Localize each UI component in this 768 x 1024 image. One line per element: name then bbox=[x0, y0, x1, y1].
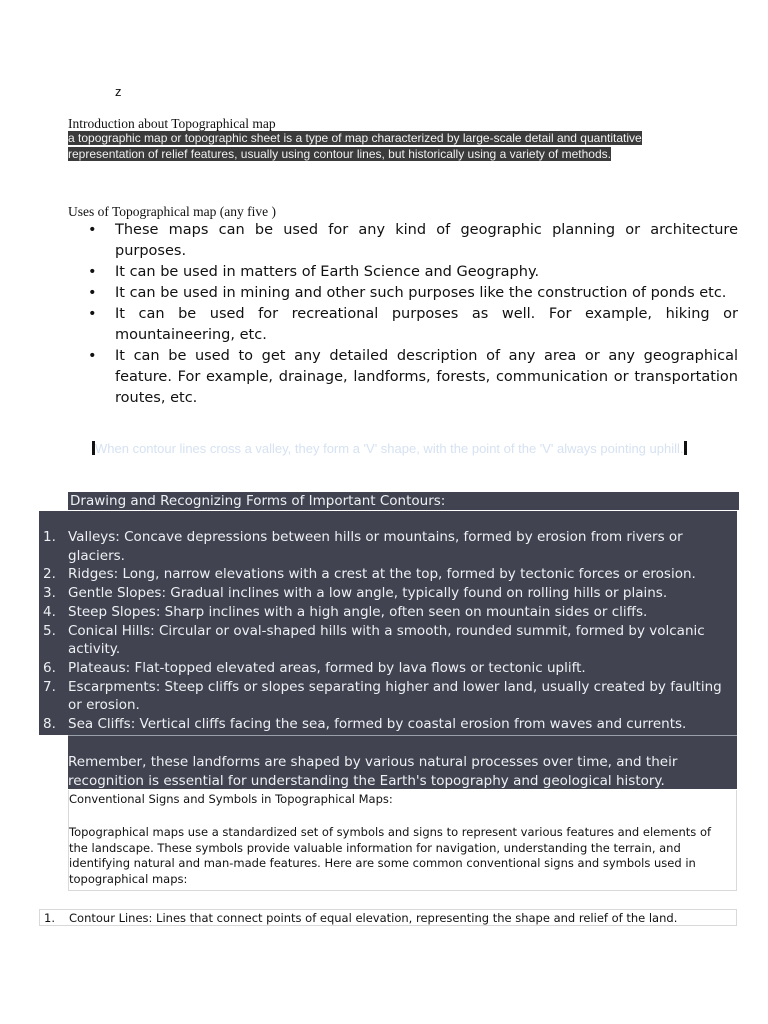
intro-line: representation of relief features, usually using contour lines, but historically using a variety of methods. bbox=[68, 147, 611, 161]
bullet-icon: • bbox=[88, 348, 97, 364]
item-number: 3. bbox=[43, 585, 56, 602]
bullet-icon: • bbox=[88, 306, 97, 322]
list-item bbox=[39, 528, 737, 565]
list-item bbox=[39, 584, 737, 603]
list-item bbox=[68, 220, 738, 262]
conventional-title: Conventional Signs and Symbols in Topographical Maps: bbox=[69, 792, 393, 806]
item-number: 6. bbox=[43, 659, 56, 676]
uses-list bbox=[68, 220, 738, 409]
list-item-text: Escarpments: Steep cliffs or slopes separating higher and lower land, usually created by faulting or erosion. bbox=[68, 678, 722, 714]
intro-heading: Introduction about Topographical map bbox=[68, 116, 276, 131]
stray-character: z bbox=[115, 84, 122, 99]
table-row-empty bbox=[39, 510, 737, 530]
bullet-icon: • bbox=[88, 264, 97, 280]
bullet-icon: • bbox=[88, 285, 97, 301]
list-item-text: Sea Cliffs: Vertical cliffs facing the sea, formed by coastal erosion from waves and currents. bbox=[68, 716, 687, 733]
item-number: 7. bbox=[43, 678, 56, 695]
list-item bbox=[39, 603, 737, 622]
uses-heading: Uses of Topographical map (any five ) bbox=[68, 204, 276, 219]
list-item-text: These maps can be used for any kind of geographic planning or architecture purposes. bbox=[115, 222, 738, 259]
intro-paragraph bbox=[68, 130, 718, 162]
list-item bbox=[39, 715, 737, 734]
contour-note[interactable] bbox=[92, 441, 732, 457]
list-item bbox=[39, 678, 737, 715]
forms-list-block bbox=[39, 528, 737, 735]
item-number: 1. bbox=[44, 911, 55, 925]
item-number: 4. bbox=[43, 603, 56, 620]
intro-line: a topographic map or topographic sheet is a type of map characterized by large-scale detail and quantitative bbox=[68, 131, 642, 145]
table-row bbox=[39, 909, 737, 926]
contour-note-text: When contour lines cross a valley, they form a 'V' shape, with the point of the 'V' always pointing uphill. bbox=[95, 441, 684, 456]
item-number: 8. bbox=[43, 716, 56, 733]
bullet-icon: • bbox=[88, 222, 97, 238]
text-cursor bbox=[684, 441, 687, 455]
list-item-text: Ridges: Long, narrow elevations with a crest at the top, formed by tectonic forces or erosion. bbox=[68, 566, 696, 583]
item-number: 1. bbox=[43, 529, 56, 545]
list-item-text: Gentle Slopes: Gradual inclines with a low angle, typically found on rolling hills or plains. bbox=[68, 585, 668, 602]
list-item-text: Steep Slopes: Sharp inclines with a high angle, often seen on mountain sides or cliffs. bbox=[68, 603, 648, 620]
list-item-text: Conical Hills: Circular or oval-shaped hills with a smooth, rounded summit, formed by volcanic activity. bbox=[68, 622, 705, 658]
item-number: 2. bbox=[43, 566, 56, 583]
remember-note: Remember, these landforms are shaped by various natural processes over time, and their recognition is essential for understanding the Earth's topography and geological history. bbox=[68, 753, 737, 789]
conventional-paragraph: Topographical maps use a standardized set of symbols and signs to represent various features and elements of the landscape. These symbols provide valuable information for navigation, understanding the terrain, and identifying natural and man-made features. Here are some common conventional signs and symbols used in topographical maps: bbox=[69, 825, 712, 886]
list-item bbox=[68, 283, 738, 304]
list-item-text: It can be used to get any detailed description of any area or any geographical feature. For example, drainage, landforms, forests, communication or transportation routes, etc. bbox=[115, 348, 738, 406]
table-row-empty bbox=[68, 735, 737, 754]
list-item bbox=[68, 262, 738, 283]
list-item-text: It can be used in mining and other such purposes like the construction of ponds etc. bbox=[115, 285, 727, 301]
list-item bbox=[39, 659, 737, 678]
list-item-text: It can be used in matters of Earth Science and Geography. bbox=[115, 264, 540, 280]
list-item bbox=[68, 346, 738, 409]
item-number: 5. bbox=[43, 622, 56, 639]
forms-title: Drawing and Recognizing Forms of Important Contours: bbox=[68, 492, 739, 510]
forms-list bbox=[39, 528, 737, 734]
list-item-text: Plateaus: Flat-topped elevated areas, formed by lava flows or tectonic uplift. bbox=[68, 659, 586, 676]
list-item bbox=[39, 565, 737, 584]
list-item bbox=[68, 304, 738, 346]
list-item-text: Valleys: Concave depressions between hills or mountains, formed by erosion from rivers or glaciers. bbox=[68, 529, 683, 564]
list-item bbox=[39, 622, 737, 659]
list-item-text: It can be used for recreational purposes as well. For example, hiking or mountaineering, etc. bbox=[115, 306, 738, 343]
list-item-text: Contour Lines: Lines that connect points of equal elevation, representing the shape and relief of the land. bbox=[69, 911, 678, 925]
